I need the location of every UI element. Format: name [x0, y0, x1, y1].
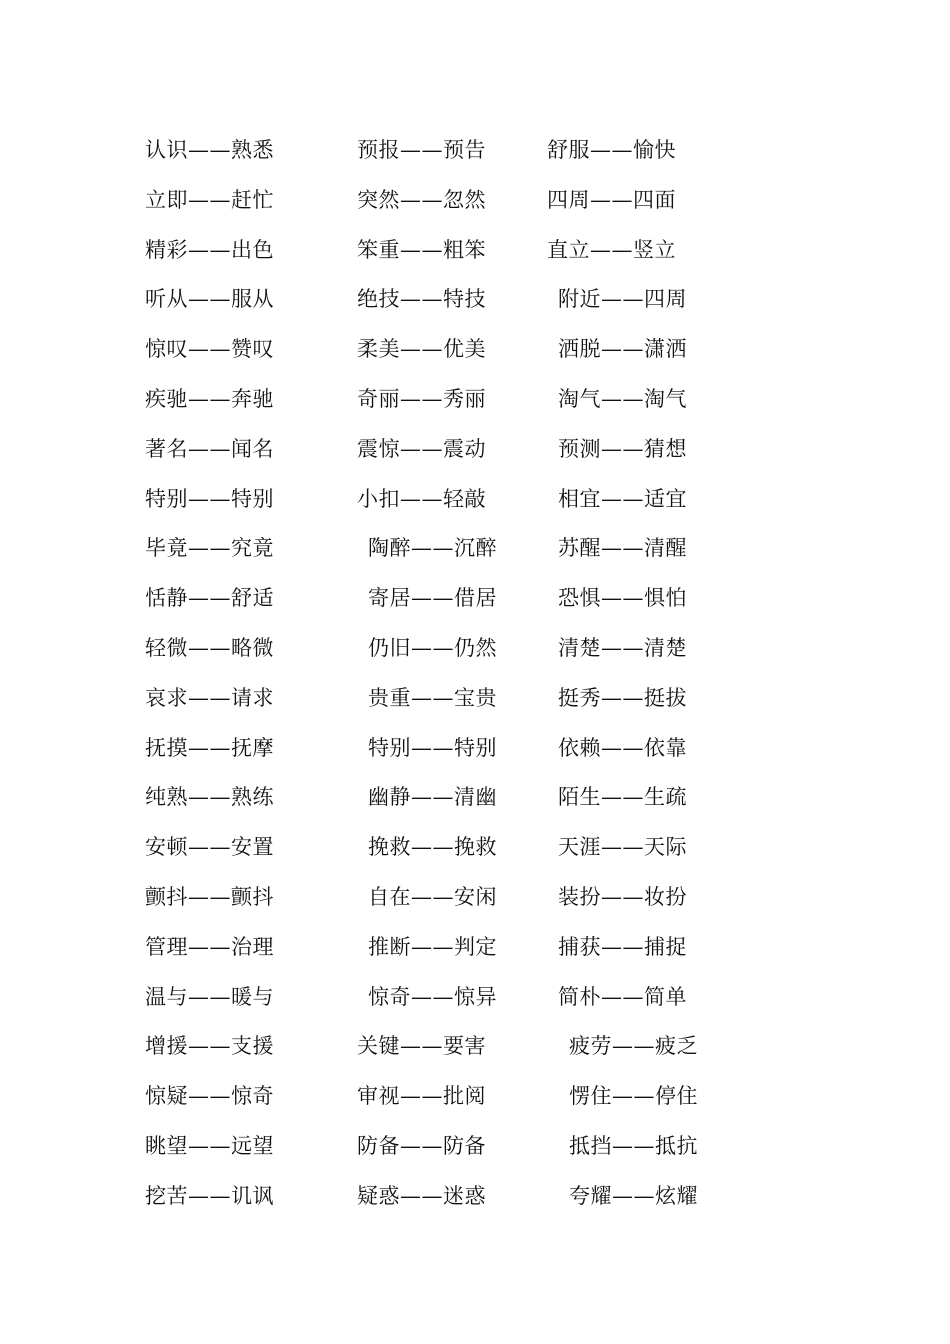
- synonym-pair-col-3: 四周——四面: [547, 187, 676, 212]
- synonym-pair-col-2: 特别——特别: [368, 735, 497, 760]
- synonym-pair-col-3: 恐惧——惧怕: [558, 586, 687, 611]
- word-row: [0, 580, 950, 616]
- synonym-pair-col-1: 著名——闻名: [145, 436, 274, 461]
- synonym-pair-col-1: 纯熟——熟练: [145, 785, 274, 810]
- synonym-pair-col-3: 天涯——天际: [558, 835, 687, 860]
- synonym-pair-col-2: 防备——防备: [357, 1134, 486, 1158]
- word-row: [0, 232, 950, 268]
- word-row: [0, 381, 950, 417]
- word-row: [0, 630, 950, 666]
- synonym-pair-col-3: 预测——猜想: [558, 436, 687, 461]
- word-row: [0, 730, 950, 766]
- synonym-pair-col-3: 苏醒——清醒: [558, 536, 687, 561]
- synonym-pair-col-2: 绝技——特技: [357, 287, 486, 312]
- synonym-pair-col-1: 管理——治理: [145, 934, 274, 959]
- synonym-pair-col-2: 柔美——优美: [357, 337, 486, 362]
- word-row: [0, 182, 950, 218]
- word-row: [0, 481, 950, 517]
- synonym-pair-col-3: 舒服——愉快: [547, 138, 676, 162]
- word-row: [0, 1078, 950, 1114]
- word-row: [0, 1028, 950, 1064]
- synonym-pair-col-1: 听从——服从: [145, 287, 274, 312]
- synonym-pair-col-2: 惊奇——惊异: [368, 984, 497, 1009]
- synonym-pair-col-2: 突然——忽然: [357, 187, 486, 212]
- synonym-pair-col-2: 推断——判定: [368, 934, 497, 959]
- synonym-pair-col-2: 震惊——震动: [357, 436, 486, 461]
- synonym-pair-col-2: 贵重——宝贵: [368, 685, 497, 710]
- word-row: [0, 281, 950, 317]
- synonym-pair-col-1: 颤抖——颤抖: [145, 885, 274, 909]
- synonym-pair-col-3: 洒脱——潇洒: [558, 337, 687, 362]
- synonym-pair-col-2: 关键——要害: [357, 1034, 486, 1059]
- word-row: [0, 132, 950, 168]
- synonym-pair-col-3: 装扮——妆扮: [558, 885, 687, 909]
- synonym-pair-col-3: 陌生——生疏: [558, 785, 687, 810]
- word-row: [0, 979, 950, 1015]
- synonym-pair-col-1: 精彩——出色: [145, 237, 274, 262]
- synonym-pair-col-1: 恬静——舒适: [145, 586, 274, 611]
- synonym-pair-col-3: 依赖——依靠: [558, 735, 687, 760]
- synonym-pair-col-3: 简朴——简单: [558, 984, 687, 1009]
- synonym-pair-col-1: 立即——赶忙: [145, 187, 274, 212]
- synonym-pair-col-3: 清楚——清楚: [558, 636, 687, 660]
- synonym-pair-col-3: 附近——四周: [558, 287, 687, 312]
- word-row: [0, 879, 950, 915]
- word-row: [0, 431, 950, 467]
- synonym-pair-col-2: 陶醉——沉醉: [368, 536, 497, 561]
- word-row: [0, 331, 950, 367]
- word-row: [0, 1128, 950, 1164]
- synonym-pair-col-3: 夸耀——炫耀: [569, 1183, 698, 1208]
- synonym-pair-col-1: 惊疑——惊奇: [145, 1084, 274, 1109]
- synonym-pair-col-1: 挖苦——讥讽: [145, 1183, 274, 1208]
- synonym-pair-col-3: 捕获——捕捉: [558, 934, 687, 959]
- synonym-pair-col-2: 预报——预告: [357, 138, 486, 162]
- synonym-pair-col-2: 奇丽——秀丽: [357, 387, 486, 411]
- word-row: [0, 530, 950, 566]
- word-row: [0, 680, 950, 716]
- synonym-pair-col-3: 淘气——淘气: [558, 387, 687, 411]
- synonym-pair-col-1: 惊叹——赞叹: [145, 337, 274, 362]
- synonym-pair-col-2: 挽救——挽救: [368, 835, 497, 860]
- synonym-pair-col-2: 幽静——清幽: [368, 785, 497, 810]
- synonym-pair-col-1: 哀求——请求: [145, 685, 274, 710]
- synonym-pair-col-3: 相宜——适宜: [558, 486, 687, 511]
- synonym-pair-col-2: 小扣——轻敲: [357, 486, 486, 511]
- synonym-pair-col-2: 疑惑——迷惑: [357, 1183, 486, 1208]
- word-row: [0, 779, 950, 815]
- synonym-pair-col-2: 笨重——粗笨: [357, 237, 486, 262]
- synonym-pair-col-2: 审视——批阅: [357, 1084, 486, 1109]
- synonym-pair-col-2: 寄居——借居: [368, 586, 497, 611]
- synonym-pair-col-1: 抚摸——抚摩: [145, 735, 274, 760]
- synonym-pair-col-1: 温与——暖与: [145, 984, 274, 1009]
- synonym-pair-col-1: 安顿——安置: [145, 835, 274, 860]
- synonym-pair-col-1: 认识——熟悉: [145, 138, 274, 162]
- word-row: [0, 1178, 950, 1214]
- synonym-pair-col-3: 愣住——停住: [569, 1084, 698, 1109]
- synonym-pair-col-3: 疲劳——疲乏: [569, 1034, 698, 1059]
- synonym-pair-col-1: 疾驰——奔驰: [145, 387, 274, 411]
- synonym-pair-col-1: 毕竟——究竟: [145, 536, 274, 561]
- synonym-pair-col-3: 挺秀——挺拔: [558, 685, 687, 710]
- synonym-pair-col-1: 轻微——略微: [145, 636, 274, 660]
- synonym-pair-col-2: 仍旧——仍然: [368, 636, 497, 660]
- synonym-pair-col-1: 特别——特别: [145, 486, 274, 511]
- synonym-pair-col-1: 增援——支援: [145, 1034, 274, 1059]
- synonym-pair-col-1: 眺望——远望: [145, 1134, 274, 1158]
- synonym-pair-col-2: 自在——安闲: [368, 885, 497, 909]
- word-row: [0, 929, 950, 965]
- synonym-pair-col-3: 抵挡——抵抗: [569, 1134, 698, 1158]
- word-row: [0, 829, 950, 865]
- synonym-pair-col-3: 直立——竖立: [547, 237, 676, 262]
